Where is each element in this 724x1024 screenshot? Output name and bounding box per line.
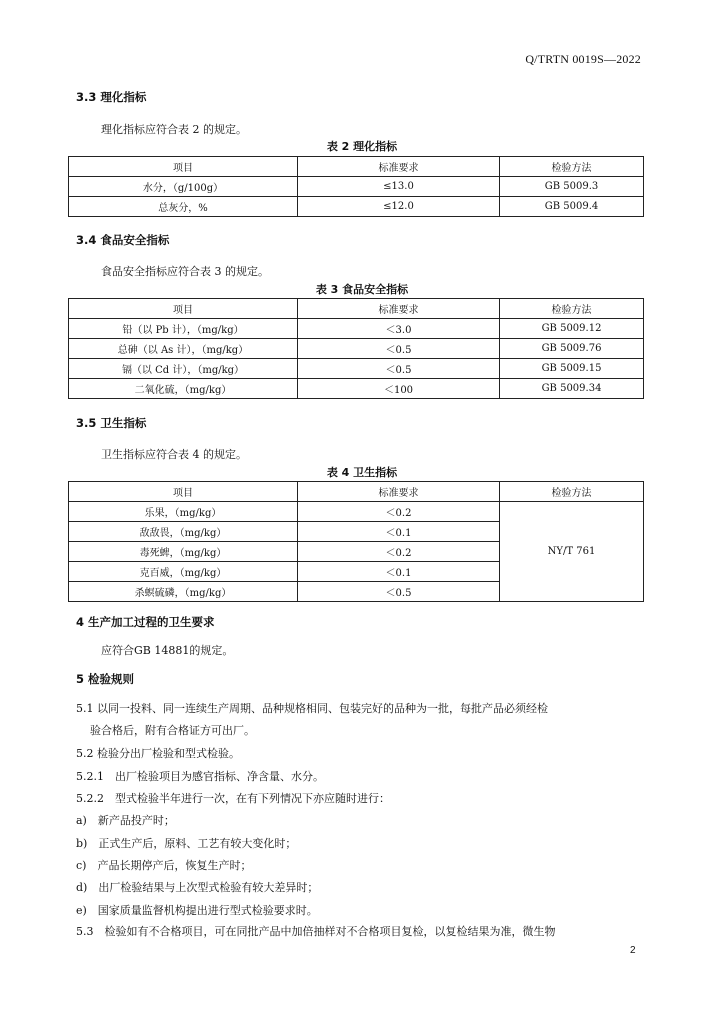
table-header-row (69, 482, 644, 502)
section-4-text: 应符合GB 14881的规定。 (101, 644, 234, 657)
section-4-heading: 4 生产加工过程的卫生要求 (76, 615, 215, 629)
table-cell: 杀螟硫磷，（mg/kg） (69, 582, 298, 602)
section-3-4-text: 食品安全指标应符合表 3 的规定。 (101, 265, 269, 278)
standard-number: Q/TRTN 0019S—2022 (525, 52, 641, 66)
clause-5-3: 5.3 检验如有不合格项目，可在同批产品中加倍抽样对不合格项目复检，以复检结果为准，微生物 (76, 925, 556, 938)
column-header: 检验方法 (500, 157, 644, 177)
clause-5-2-1: 5.2.1 出厂检验项目为感官指标、净含量、水分。 (76, 770, 324, 783)
table-3 (68, 298, 644, 399)
table-row (69, 502, 644, 522)
section-3-5-heading: 3.5 卫生指标 (76, 416, 147, 430)
table-3-caption: 表 3 食品安全指标 (315, 283, 409, 296)
table-row (69, 197, 644, 217)
table-row (69, 359, 644, 379)
table-cell: ≤13.0 (298, 177, 500, 197)
table-cell: 水分，（g/100g） (69, 177, 298, 197)
table-cell: 总灰分，% (69, 197, 298, 217)
table-cell: ＜0.1 (298, 562, 500, 582)
method-cell: NY/T 761 (500, 502, 644, 602)
table-cell: GB 5009.76 (500, 339, 644, 359)
clause-5-1-line2: 验合格后，附有合格证方可出厂。 (90, 724, 255, 737)
table-cell: 敌敌畏，（mg/kg） (69, 522, 298, 542)
list-item: b) 正式生产后，原料、工艺有较大变化时； (76, 837, 297, 850)
table-cell: GB 5009.15 (500, 359, 644, 379)
table-cell: ＜0.5 (298, 582, 500, 602)
list-item: e) 国家质量监督机构提出进行型式检验要求时。 (76, 904, 318, 917)
table-4-caption: 表 4 卫生指标 (326, 466, 398, 479)
section-5-heading: 5 检验规则 (76, 672, 135, 686)
section-3-5-text: 卫生指标应符合表 4 的规定。 (101, 448, 247, 461)
table-cell: ＜0.2 (298, 542, 500, 562)
section-3-3-text: 理化指标应符合表 2 的规定。 (101, 123, 247, 136)
table-cell: ＜0.2 (298, 502, 500, 522)
table-header-row (69, 299, 644, 319)
column-header: 标准要求 (298, 157, 500, 177)
section-3-3-heading: 3.3 理化指标 (76, 90, 147, 104)
table-cell: ＜0.5 (298, 339, 500, 359)
table-4 (68, 481, 644, 602)
table-cell: ＜0.5 (298, 359, 500, 379)
table-cell: GB 5009.34 (500, 379, 644, 399)
list-item: a) 新产品投产时； (76, 814, 175, 827)
page-number: 2 (630, 945, 636, 956)
table-cell: GB 5009.3 (500, 177, 644, 197)
table-row (69, 177, 644, 197)
table-2 (68, 156, 644, 217)
column-header: 项目 (69, 299, 298, 319)
table-cell: ＜0.1 (298, 522, 500, 542)
clause-5-2: 5.2 检验分出厂检验和型式检验。 (76, 747, 240, 760)
table-row (69, 339, 644, 359)
list-item: d) 出厂检验结果与上次型式检验有较大差异时； (76, 881, 319, 894)
section-3-4-heading: 3.4 食品安全指标 (76, 233, 170, 247)
clause-5-2-2: 5.2.2 型式检验半年进行一次，在有下列情况下亦应随时进行： (76, 792, 390, 805)
column-header: 检验方法 (500, 482, 644, 502)
table-cell: 二氧化硫，（mg/kg） (69, 379, 298, 399)
table-cell: GB 5009.12 (500, 319, 644, 339)
table-cell: 镉（以 Cd 计），（mg/kg） (69, 359, 298, 379)
table-2-caption: 表 2 理化指标 (326, 140, 398, 153)
table-row (69, 319, 644, 339)
table-cell: ≤12.0 (298, 197, 500, 217)
table-cell: 乐果，（mg/kg） (69, 502, 298, 522)
column-header: 标准要求 (298, 482, 500, 502)
table-cell: 克百威，（mg/kg） (69, 562, 298, 582)
clause-5-1-line1: 5.1 以同一投料、同一连续生产周期、品种规格相同、包装完好的品种为一批，每批产品必须经检 (76, 702, 548, 715)
column-header: 项目 (69, 157, 298, 177)
table-row (69, 379, 644, 399)
table-cell: GB 5009.4 (500, 197, 644, 217)
table-cell: 铅（以 Pb 计），（mg/kg） (69, 319, 298, 339)
list-item: c) 产品长期停产后，恢复生产时； (76, 859, 252, 872)
column-header: 标准要求 (298, 299, 500, 319)
table-cell: 毒死蜱，（mg/kg） (69, 542, 298, 562)
column-header: 项目 (69, 482, 298, 502)
column-header: 检验方法 (500, 299, 644, 319)
table-header-row (69, 157, 644, 177)
table-cell: ＜3.0 (298, 319, 500, 339)
table-cell: 总砷（以 As 计），（mg/kg） (69, 339, 298, 359)
table-cell: ＜100 (298, 379, 500, 399)
